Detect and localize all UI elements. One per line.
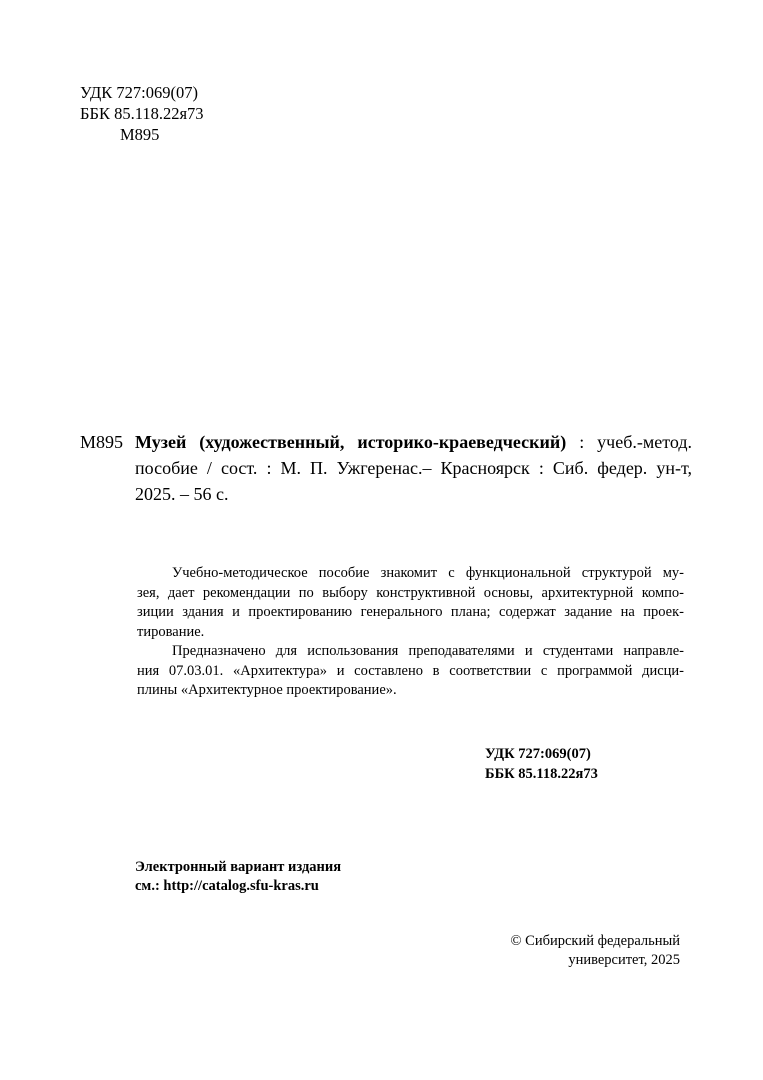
book-title: Музей (художественный, историко-краеведческий) bbox=[135, 432, 567, 452]
bib-line-3: 2025. – 56 с. bbox=[135, 484, 229, 504]
annotation-p1-line2: зея, дает рекомендации по выбору конструктивной основы, архитектурной компо- bbox=[137, 585, 684, 601]
electronic-version-link: см.: http://catalog.sfu-kras.ru bbox=[135, 878, 319, 894]
annotation-p1-line4: тирование. bbox=[137, 624, 205, 640]
bib-line-1 bbox=[135, 430, 692, 456]
annotation-p1-line1: Учебно-методическое пособие знакомит с функциональной структурой му- bbox=[172, 565, 684, 581]
udk-code-bottom: УДК 727:069(07) bbox=[485, 746, 591, 762]
electronic-version-label: Электронный вариант издания bbox=[135, 859, 342, 875]
author-mark-top: М895 bbox=[120, 125, 160, 144]
annotation-p2-line1: Предназначено для использования преподавателями и студентами направле- bbox=[172, 643, 684, 659]
book-type: : учеб.-метод. bbox=[579, 432, 692, 452]
copyright-line-2: университет, 2025 bbox=[568, 952, 680, 968]
udk-code-top: УДК 727:069(07) bbox=[80, 83, 198, 102]
author-mark: М895 bbox=[80, 432, 124, 452]
annotation-p1-line3: зиции здания и проектированию генерального плана; содержат задание на проек- bbox=[137, 604, 684, 620]
bbk-code-top: ББК 85.118.22я73 bbox=[80, 104, 204, 123]
bbk-code-bottom: ББК 85.118.22я73 bbox=[485, 766, 598, 782]
copyright-line-1: © Сибирский федеральный bbox=[510, 933, 680, 949]
bib-line-2: пособие / сост. : М. П. Ужгеренас.– Красноярск : Сиб. федер. ун-т, bbox=[135, 458, 692, 478]
annotation-p2-line3: плины «Архитектурное проектирование». bbox=[137, 682, 397, 698]
annotation-p2-line2: ния 07.03.01. «Архитектура» и составлено в соответствии с программой дисци- bbox=[137, 663, 684, 679]
